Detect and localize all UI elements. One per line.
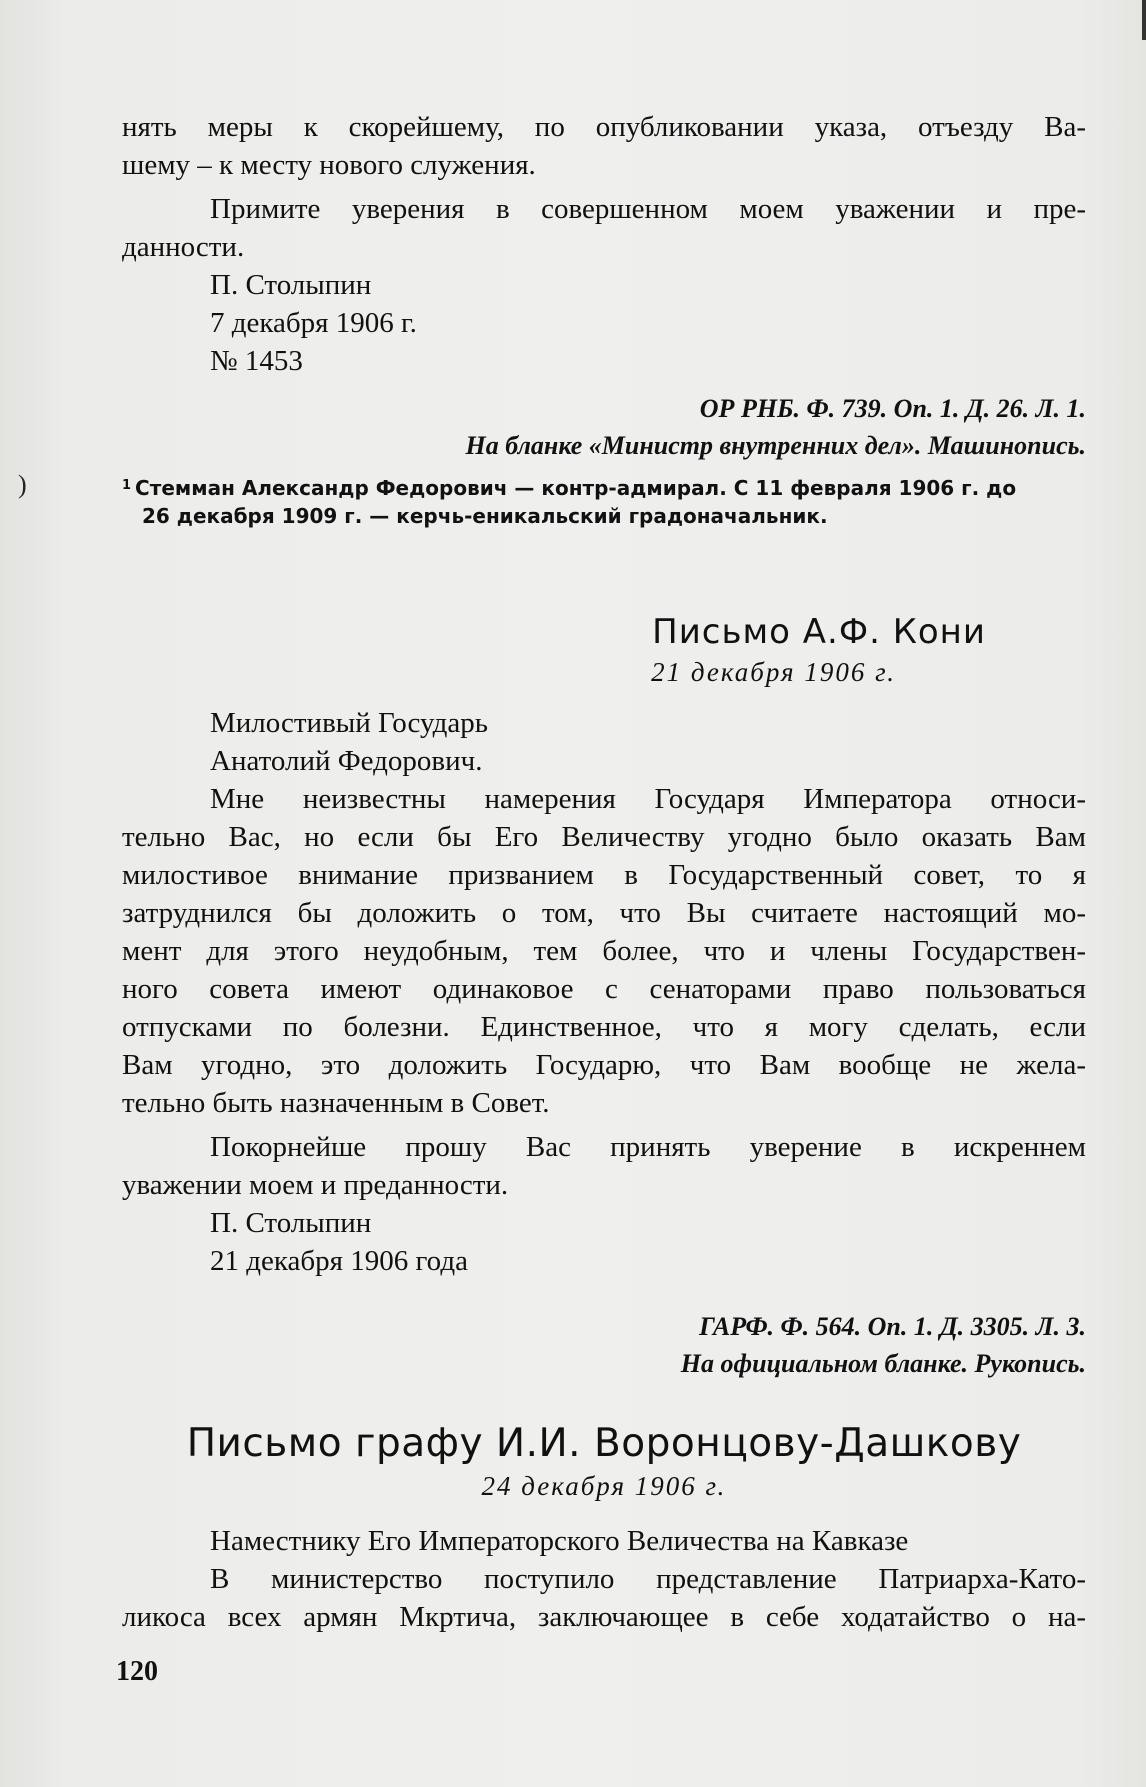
text-line: данности. bbox=[122, 231, 245, 263]
section-title: Письмо А.Ф. Кони bbox=[652, 612, 986, 652]
document-description: На бланке «Министр внутренних дел». Машинопись. bbox=[465, 431, 1086, 460]
text-line: В министерство поступило представление Патриарха-Като- bbox=[210, 1563, 1086, 1595]
page-number: 120 bbox=[116, 1656, 158, 1687]
margin-mark: ) bbox=[18, 470, 27, 499]
text-line: тельно Вас, но если бы Его Величеству угодно было оказать Вам bbox=[122, 821, 1086, 853]
text-line: Покорнейше прошу Вас принять уверение в искреннем bbox=[210, 1131, 1086, 1163]
addressee: Наместнику Его Императорского Величества на Кавказе bbox=[210, 1525, 909, 1557]
text-line: тельно быть назначенным в Совет. bbox=[122, 1087, 550, 1119]
text-line: нять меры к скорейшему, по опубликовании указа, отъезду Ва- bbox=[122, 111, 1086, 143]
letter-vorontsov bbox=[122, 1420, 1086, 1636]
section-title: Письмо графу И.И. Воронцову-Дашкову bbox=[186, 1421, 1022, 1466]
letter-koni bbox=[122, 610, 1086, 1382]
footnote-marker: 1 bbox=[122, 478, 132, 493]
letter-date: 7 декабря 1906 г. bbox=[210, 307, 417, 339]
previous-letter-ending bbox=[122, 108, 1086, 464]
document-number: № 1453 bbox=[210, 345, 303, 377]
text-line: ного совета имеют одинаковое с сенаторами право пользоваться bbox=[122, 973, 1086, 1005]
letter-date: 21 декабря 1906 года bbox=[210, 1245, 468, 1277]
text-line: затруднился бы доложить о том, что Вы считаете настоящий мо- bbox=[122, 897, 1086, 929]
text-line: уважении моем и преданности. bbox=[122, 1169, 509, 1201]
footnote-line: $^1$ Стемман Александр Федорович — контр-адмирал. С 11 февраля 1906 г. до bbox=[122, 476, 1017, 500]
text-line: мент для этого неудобным, тем более, что и члены Государствен- bbox=[122, 935, 1086, 967]
archive-source: ГАРФ. Ф. 564. Оп. 1. Д. 3305. Л. 3. bbox=[699, 1312, 1086, 1341]
salutation: Анатолий Федорович. bbox=[210, 745, 483, 777]
text-line: ликоса всех армян Мкртича, заключающее в себе ходатайство о на- bbox=[122, 1601, 1086, 1633]
text-line: Примите уверения в совершенном моем уважении и пре- bbox=[210, 193, 1086, 225]
text-line: Вам угодно, это доложить Государю, что Вам вообще не жела- bbox=[122, 1049, 1086, 1081]
section-date: 24 декабря 1906 г. bbox=[481, 1471, 727, 1501]
section-date: 21 декабря 1906 г. bbox=[651, 657, 896, 687]
text-line: отпусками по болезни. Единственное, что я могу сделать, если bbox=[122, 1011, 1086, 1043]
page-edge-right bbox=[1142, 0, 1146, 40]
text-line: милостивое внимание призванием в Государственный совет, то я bbox=[122, 859, 1086, 891]
footnote-line: 26 декабря 1909 г. — керчь-еникальский градоначальник. bbox=[142, 504, 828, 528]
salutation: Милостивый Государь bbox=[210, 707, 488, 739]
signature: П. Столыпин bbox=[210, 269, 372, 301]
archive-source: ОР РНБ. Ф. 739. Оп. 1. Д. 26. Л. 1. bbox=[699, 394, 1086, 423]
footnote bbox=[122, 474, 1086, 530]
text-line: шему – к месту нового служения. bbox=[122, 149, 536, 181]
signature: П. Столыпин bbox=[210, 1207, 372, 1239]
document-description: На официальном бланке. Рукопись. bbox=[680, 1349, 1086, 1378]
text-line: Мне неизвестны намерения Государя Императора относи- bbox=[210, 783, 1086, 815]
